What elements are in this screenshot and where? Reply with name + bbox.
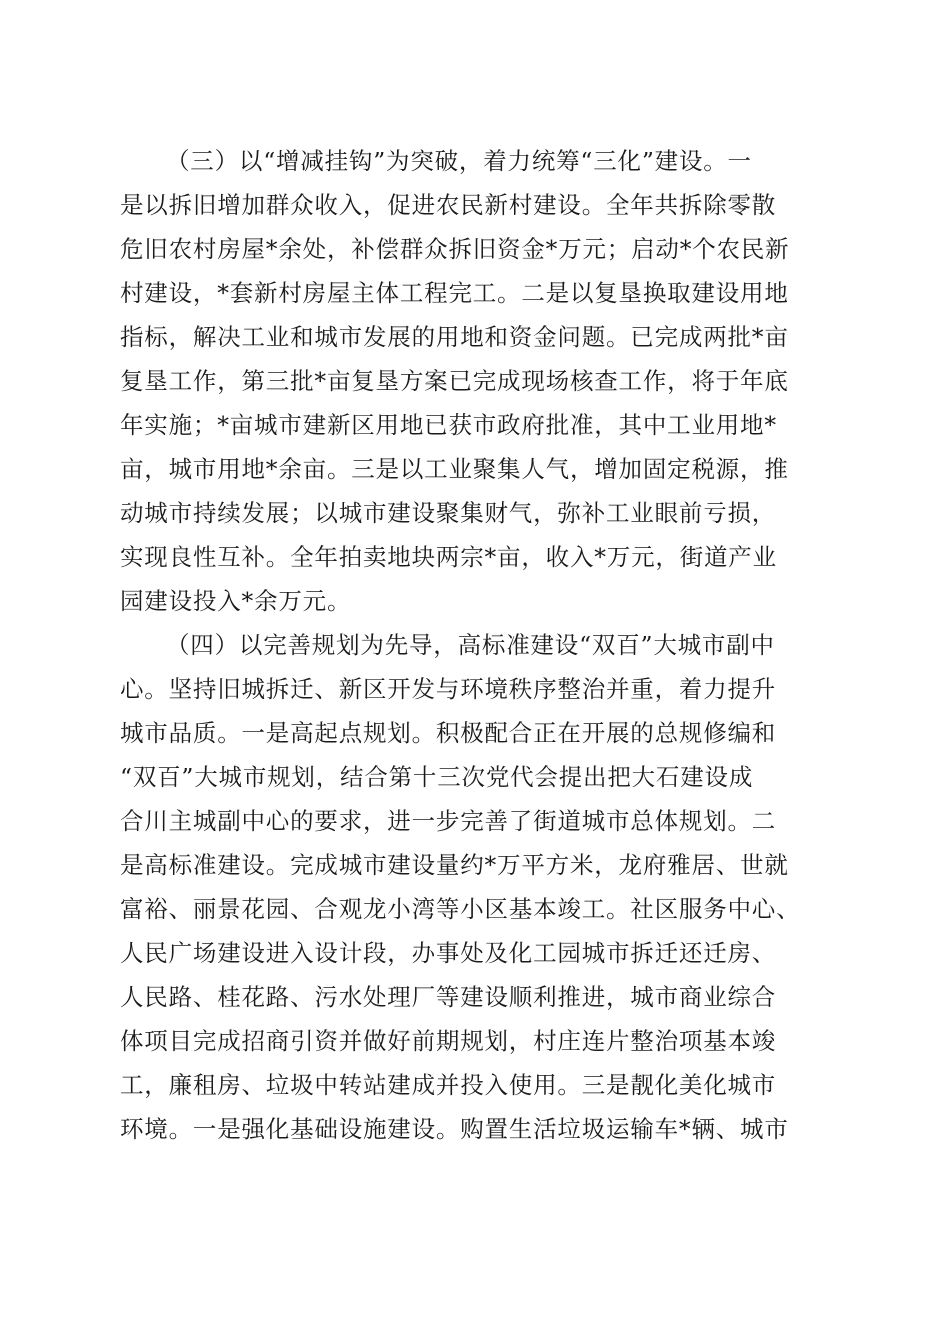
text-line: 人民广场建设进入设计段，办事处及化工园城市拆迁还迁房、 [120, 939, 777, 967]
text-line: 复垦工作，第三批*亩复垦方案已完成现场核查工作，将于年底 [120, 367, 789, 395]
text-line: 人民路、桂花路、污水处理厂等建设顺利推进，城市商业综合 [120, 983, 777, 1011]
text-line: 危旧农村房屋*余处，补偿群众拆旧资金*万元；启动*个农民新 [120, 235, 790, 263]
text-line: 是以拆旧增加群众收入，促进农民新村建设。全年共拆除零散 [120, 191, 777, 219]
text-line: （三）以“增减挂钩”为突破，着力统筹“三化”建设。一 [166, 147, 752, 175]
text-line: 指标，解决工业和城市发展的用地和资金问题。已完成两批*亩 [120, 323, 789, 351]
text-line: 实现良性互补。全年拍卖地块两宗*亩，收入*万元，街道产业 [120, 543, 777, 571]
text-line: 城市品质。一是高起点规划。积极配合正在开展的总规修编和 [120, 719, 777, 747]
text-line: 亩，城市用地*余亩。三是以工业聚集人气，增加固定税源，推 [120, 455, 789, 483]
text-line: 环境。一是强化基础设施建设。购置生活垃圾运输车*辆、城市 [120, 1115, 789, 1143]
text-line: 园建设投入*余万元。 [120, 587, 352, 615]
text-line: 动城市持续发展；以城市建设聚集财气，弥补工业眼前亏损， [120, 499, 777, 527]
text-line: （四）以完善规划为先导，高标准建设“双百”大城市副中 [166, 631, 775, 659]
text-line: 是高标准建设。完成城市建设量约*万平方米，龙府雅居、世就 [120, 851, 789, 879]
text-line: 富裕、丽景花园、合观龙小湾等小区基本竣工。社区服务中心、 [120, 895, 801, 923]
text-line: 体项目完成招商引资并做好前期规划，村庄连片整治项基本竣 [120, 1027, 777, 1055]
text-line: 合川主城副中心的要求，进一步完善了街道城市总体规划。二 [120, 807, 777, 835]
text-line: 年实施；*亩城市建新区用地已获市政府批准，其中工业用地* [120, 411, 777, 439]
text-line: 工，廉租房、垃圾中转站建成并投入使用。三是靓化美化城市 [120, 1071, 777, 1099]
text-line: 村建设，*套新村房屋主体工程完工。二是以复垦换取建设用地 [120, 279, 789, 307]
text-line: “双百”大城市规划，结合第十三次党代会提出把大石建设成 [120, 763, 754, 791]
text-line: 心。坚持旧城拆迁、新区开发与环境秩序整治并重，着力提升 [120, 675, 777, 703]
